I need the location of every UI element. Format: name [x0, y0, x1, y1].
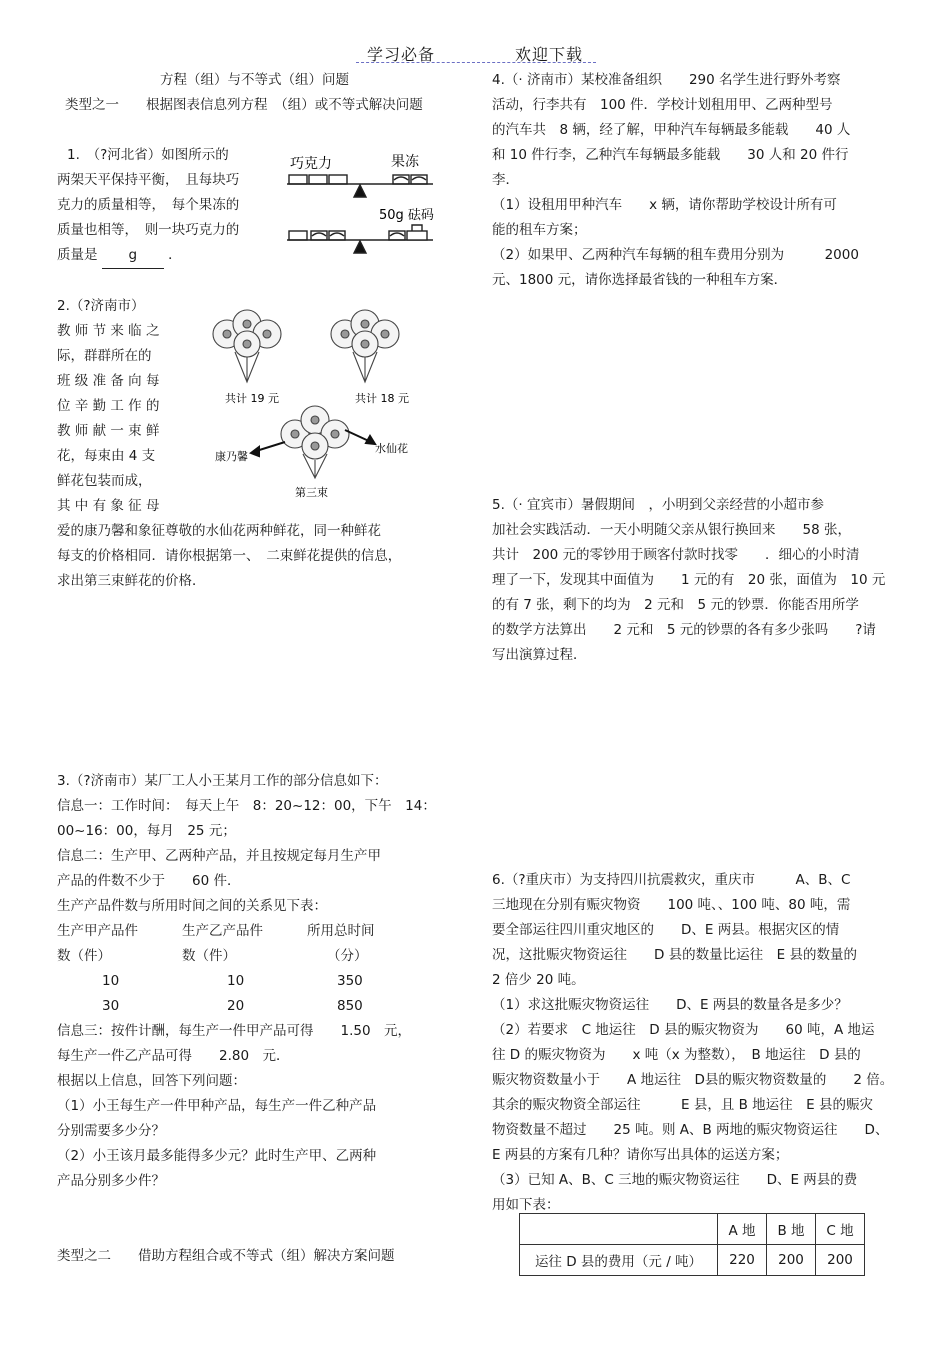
q6-line: 要全部运往四川重灾地区的 D、E 两县。根据灾区的情	[492, 922, 840, 938]
question-2	[57, 294, 169, 519]
question-6	[492, 868, 897, 1218]
bouquet-1	[213, 310, 281, 382]
q3-line: 产品的件数不少于 60 件．	[57, 873, 241, 889]
q2-line: 爱的康乃馨和象征尊敬的水仙花两种鲜花，同一种鲜花	[57, 523, 381, 539]
q5-line: 写出演算过程．	[492, 647, 587, 663]
question-3	[57, 769, 452, 1194]
table-header: 所用总时间	[307, 923, 375, 939]
q3-table	[57, 919, 375, 1019]
q6-line: 赈灾物资数量小于 A 地运往 D县的赈灾物资数量的 2 倍。	[492, 1072, 894, 1088]
cost-table	[519, 1213, 865, 1276]
q4-line: 元、1800 元，请你选择最省钱的一种租车方案．	[492, 272, 788, 288]
question-4	[492, 68, 897, 293]
q2-line: 2.（?济南市）	[57, 298, 145, 314]
table-cell: 200	[767, 1245, 816, 1276]
q3-line: 3.（?济南市）某厂工人小王某月工作的部分信息如下：	[57, 773, 388, 789]
q6-line: 三地现在分别有赈灾物资 100 吨、、100 吨、80 吨，需	[492, 897, 851, 913]
table-header: 数（件）	[57, 948, 111, 964]
weight-label: 50g 砝码	[379, 208, 434, 223]
table-cell: 350	[337, 973, 363, 989]
q3-line: 00~16：00，每月 25 元；	[57, 823, 236, 839]
table-cell: 运往 D 县的费用（元 / 吨）	[520, 1245, 718, 1276]
table-header: （分）	[327, 948, 368, 964]
table-header: 生产甲产品件	[57, 923, 138, 939]
q4-line: 李．	[492, 172, 519, 188]
right-column	[492, 68, 897, 1218]
type1-heading: 类型之一 根据图表信息列方程 （组）或不等式解决问题	[65, 97, 423, 113]
q5-line: 的数学方法算出 2 元和 5 元的钞票的各有多少张吗 ?请	[492, 622, 876, 638]
q3-line: （2）小王该月最多能得多少元？此时生产甲、乙两种	[57, 1148, 377, 1164]
q2-line: 其 中 有 象 征 母	[57, 498, 160, 514]
q6-line: 用如下表：	[492, 1197, 560, 1213]
q6-line: 往 D 的赈灾物资为 x 吨（x 为整数）， B 地运往 D 县的	[492, 1047, 861, 1063]
q4-line: 和 10 件行李，乙种汽车每辆最多能载 30 人和 20 件行	[492, 147, 849, 163]
q3-line: 根据以上信息，回答下列问题：	[57, 1073, 246, 1089]
table-header: 生产乙产品件	[182, 923, 263, 939]
q5-line: 共计 200 元的零钞用于顾客付款时找零 ．细心的小时清	[492, 547, 860, 563]
q4-line: （2）如果甲、乙两种汽车每辆的租车费用分别为 2000	[492, 247, 859, 263]
q5-line: 的有 7 张，剩下的均为 2 元和 5 元的钞票．你能否用所学	[492, 597, 859, 613]
q2-line: 际，群群所在的	[57, 348, 152, 364]
table-cell: 10	[102, 973, 120, 989]
header-right: 欢迎下载	[515, 45, 584, 64]
table-row	[57, 994, 375, 1019]
narcissus-label: 水仙花	[375, 442, 408, 455]
table-cell: 200	[816, 1245, 865, 1276]
bouquet-3	[281, 406, 349, 478]
q1-line: 1. （?河北省）如图所示的	[67, 147, 229, 163]
chocolate-label: 巧克力	[290, 156, 332, 172]
q2-line: 班 级 准 备 向 每	[57, 373, 160, 389]
jelly-label: 果冻	[391, 154, 419, 170]
bouquet-1-total: 共计 19 元	[225, 392, 279, 405]
table-row	[57, 919, 375, 944]
q4-line: 能的租车方案；	[492, 222, 587, 238]
q5-line: 理了一下，发现其中面值为 1 元的有 20 张，面值为 10 元	[492, 572, 886, 588]
table-cell: 850	[337, 998, 363, 1014]
table-header	[520, 1214, 718, 1245]
table-cell: 30	[102, 998, 120, 1014]
table-row	[57, 969, 375, 994]
table-cell: 220	[718, 1245, 767, 1276]
q2-line: 花，每束由 4 支	[57, 448, 156, 464]
table-row	[520, 1214, 865, 1245]
question-1	[57, 143, 272, 269]
q2-line: 求出第三束鲜花的价格．	[57, 573, 206, 589]
balance-scale-bottom	[287, 225, 433, 253]
q5-line: 5.（· 宜宾市）暑假期间 ，小明到父亲经营的小超市参	[492, 497, 824, 513]
q2-line: 教 师 献 一 束 鲜	[57, 423, 160, 439]
balance-figure	[285, 152, 435, 264]
q6-line: 2 倍少 20 吨。	[492, 972, 585, 988]
table-cell: 10	[227, 973, 245, 989]
bouquet-3-label: 第三束	[295, 486, 328, 499]
q3-line: 产品分别多少件？	[57, 1173, 165, 1189]
flowers-figure	[195, 302, 445, 511]
type2-heading: 类型之二 借助方程组合或不等式（组）解决方案问题	[57, 1248, 395, 1264]
balance-scale-top	[287, 175, 433, 197]
q3-line: 信息二：生产甲、乙两种产品，并且按规定每月生产甲	[57, 848, 381, 864]
q3-line: 生产产品件数与所用时间之间的关系见下表：	[57, 898, 327, 914]
bouquet-2	[331, 310, 399, 382]
table-row	[57, 944, 375, 969]
q3-line: （1）小王每生产一件甲种产品，每生产一件乙种产品	[57, 1098, 377, 1114]
carnation-label: 康乃馨	[215, 450, 248, 463]
q6-line: 其余的赈灾物资全部运往 E 县，且 B 地运往 E 县的赈灾	[492, 1097, 873, 1113]
page-title: 方程（组）与不等式（组）问题	[160, 72, 349, 88]
q2-line: 位 辛 勤 工 作 的	[57, 398, 160, 414]
q5-line: 加社会实践活动．一天小明随父亲从银行换回来 58 张，	[492, 522, 851, 538]
answer-blank[interactable]: g	[102, 243, 164, 269]
q3-line: 信息三：按件计酬，每生产一件甲产品可得 1.50 元，	[57, 1023, 412, 1039]
q6-line: （2）若要求 C 地运往 D 县的赈灾物资为 60 吨，A 地运	[492, 1022, 875, 1038]
table-row	[520, 1245, 865, 1276]
q1-line: 克力的质量相等， 每个果冻的	[57, 197, 240, 213]
header-underline	[356, 62, 596, 63]
q6-line: 况，这批赈灾物资运往 D 县的数量比运往 E 县的数量的	[492, 947, 858, 963]
q2-line: 鲜花包装而成，	[57, 473, 152, 489]
q2-line: 每支的价格相同．请你根据第一、 二束鲜花提供的信息，	[57, 548, 402, 564]
table-header: A 地	[718, 1214, 767, 1245]
q3-line: 信息一：工作时间： 每天上午 8：20~12：00，下午 14：	[57, 798, 436, 814]
q4-line: 4.（· 济南市）某校准备组织 290 名学生进行野外考察	[492, 72, 841, 88]
table-header: 数（件）	[182, 948, 236, 964]
q1-line: 质量是 g ．	[57, 243, 272, 269]
q6-line: 6.（?重庆市）为支持四川抗震救灾，重庆市 A、B、C	[492, 872, 851, 888]
q3-line: 每生产一件乙产品可得 2.80 元．	[57, 1048, 290, 1064]
header-left: 学习必备	[366, 45, 435, 64]
q1-line: 两架天平保持平衡， 且每块巧	[57, 172, 240, 188]
q4-line: （1）设租用甲种汽车 x 辆，请你帮助学校设计所有可	[492, 197, 837, 213]
table-header: B 地	[767, 1214, 816, 1245]
q1-line: 质量也相等， 则一块巧克力的	[57, 222, 240, 238]
q4-line: 活动，行李共有 100 件．学校计划租用甲、乙两种型号	[492, 97, 833, 113]
table-header: C 地	[816, 1214, 865, 1245]
q6-line: 物资数量不超过 25 吨。则 A、B 两地的赈灾物资运往 D、	[492, 1122, 889, 1138]
q3-line: 分别需要多少分？	[57, 1123, 165, 1139]
question-5	[492, 493, 897, 668]
q6-line: （3）已知 A、B、C 三地的赈灾物资运往 D、E 两县的费	[492, 1172, 858, 1188]
q6-line: E 两县的方案有几种？请你写出具体的运送方案；	[492, 1147, 789, 1163]
q6-line: （1）求这批赈灾物资运往 D、E 两县的数量各是多少？	[492, 997, 848, 1013]
q2-line: 教 师 节 来 临 之	[57, 323, 160, 339]
table-cell: 20	[227, 998, 245, 1014]
q4-line: 的汽车共 8 辆，经了解，甲种汽车每辆最多能载 40 人	[492, 122, 851, 138]
bouquet-2-total: 共计 18 元	[355, 392, 409, 405]
